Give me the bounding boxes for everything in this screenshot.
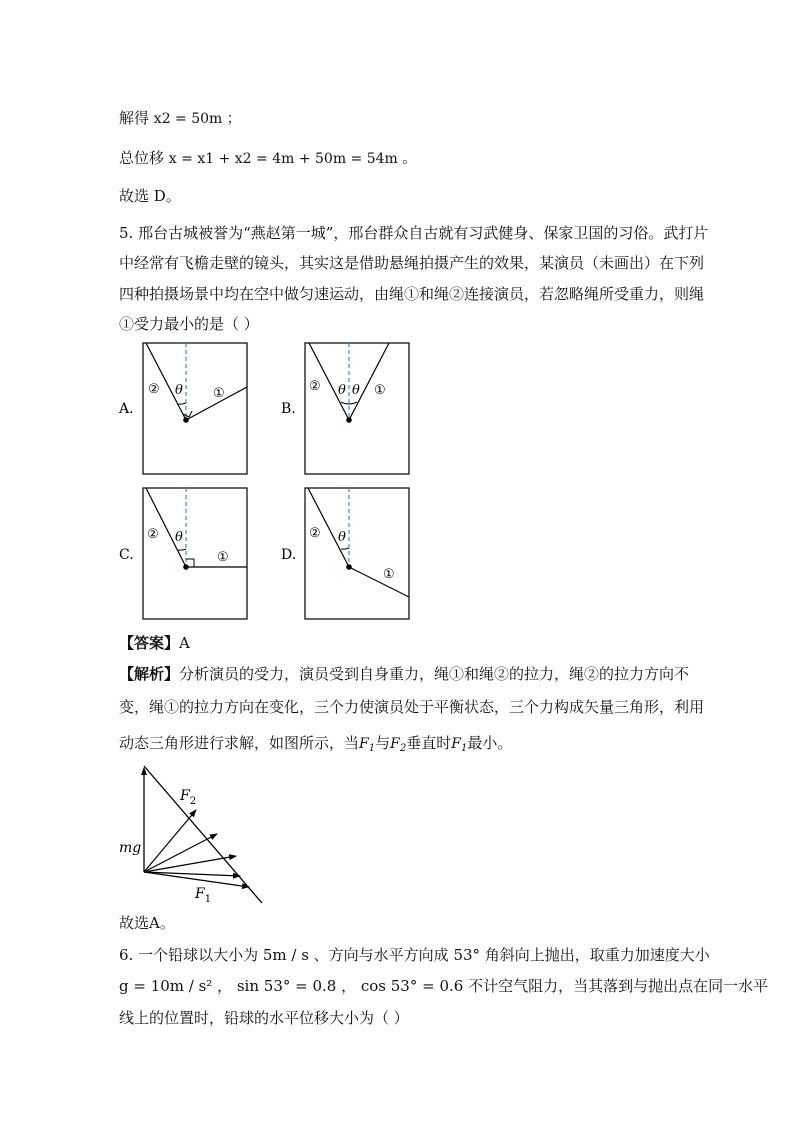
option-a-label: A.	[119, 401, 134, 417]
analysis-line-2: 变，绳①的拉力方向在变化，三个力使演员处于平衡状态，三个力构成矢量三角形，利用	[119, 698, 705, 716]
f1-symbol: $F_1$	[359, 736, 376, 754]
option-b-diagram[interactable]	[305, 343, 409, 474]
q5-line-1: 5. 邢台古城被誉为“燕赵第一城”，邢台群众自古就有习武健身、保家卫国的习俗。武打片	[119, 224, 709, 242]
option-a-rope1-label: ①	[213, 386, 225, 401]
analysis-line-1	[119, 664, 689, 684]
q5-line-4: ①受力最小的是（ ）	[119, 315, 259, 333]
analysis-conclusion: 故选A。	[119, 914, 175, 932]
option-b-rope1-label: ①	[374, 383, 386, 398]
option-c-rope2-label: ②	[147, 527, 159, 542]
mg-label: mg	[119, 840, 142, 856]
option-c-diagram[interactable]	[143, 488, 247, 619]
option-b-label: B.	[281, 401, 296, 417]
analysis-text-3a: 动态三角形进行求解，如图所示，当	[119, 734, 360, 752]
option-d-rope1-label: ①	[383, 567, 395, 582]
answer-value: A	[179, 634, 190, 652]
vector-triangle-figure	[110, 758, 270, 908]
f1-label: $F_1$	[195, 886, 212, 905]
f2-symbol: $F_2$	[390, 736, 407, 754]
total-displacement-line	[119, 148, 416, 169]
q6-line-3: 线上的位置时，铅球的水平位移大小为（ ）	[119, 1009, 409, 1027]
analysis-text-3c: 垂直时	[406, 734, 452, 752]
option-c-theta: θ	[175, 530, 183, 545]
option-a-diagram[interactable]	[143, 343, 247, 474]
option-d-rope2-label: ②	[309, 526, 321, 541]
total-equation: x = x1 + x2 = 4m + 50m = 54m 。	[168, 151, 417, 167]
answer-label: 【答案】	[119, 634, 180, 652]
q6-line-1: 6. 一个铅球以大小为 5m / s 、方向与水平方向成 53° 角斜向上抛出，取重力加速度大小	[119, 946, 710, 964]
q5-line-3: 四种拍摄场景中均在空中做匀速运动，由绳①和绳②连接演员，若忽略绳所受重力，则绳	[119, 285, 705, 303]
f2-label: $F_2$	[180, 788, 197, 807]
analysis-text-1: 分析演员的受力，演员受到自身重力，绳①和绳②的拉力，绳②的拉力方向不	[179, 665, 690, 683]
q6-line-2: g = 10m / s² ， sin 53° = 0.8 ， cos 53° = 0.6 不计空气阻力，当其落到与抛出点在同一水平	[119, 977, 769, 995]
option-a-rope2-label: ②	[148, 382, 160, 397]
option-b-rope2-label: ②	[309, 379, 321, 394]
solve-line	[119, 108, 241, 129]
analysis-line-3	[119, 733, 512, 759]
analysis-text-3d: 最小。	[467, 734, 513, 752]
q5-line-2: 中经常有飞檐走壁的镜头，其实这是借助悬绳拍摄产生的效果，某演员（未画出）在下列	[119, 254, 705, 272]
option-c-rope1-label: ①	[217, 550, 229, 565]
option-d-theta: θ	[338, 530, 346, 545]
option-c-label: C.	[119, 547, 134, 563]
option-d-diagram[interactable]	[305, 488, 409, 619]
answer-line	[119, 633, 190, 653]
solve-prefix: 解得	[119, 109, 150, 127]
choose-d-line: 故选 D。	[119, 187, 181, 205]
f1-symbol-2: $F_1$	[451, 736, 468, 754]
option-b-theta-left: θ	[338, 383, 346, 398]
options-figure	[0, 335, 794, 625]
option-d-label: D.	[281, 547, 297, 563]
option-a-theta: θ	[175, 383, 183, 398]
analysis-text-3b: 与	[375, 734, 391, 752]
solve-equation: x2 = 50m ；	[153, 111, 241, 127]
total-prefix: 总位移	[119, 149, 165, 167]
option-b-theta-right: θ	[352, 383, 360, 398]
analysis-label: 【解析】	[119, 665, 180, 683]
